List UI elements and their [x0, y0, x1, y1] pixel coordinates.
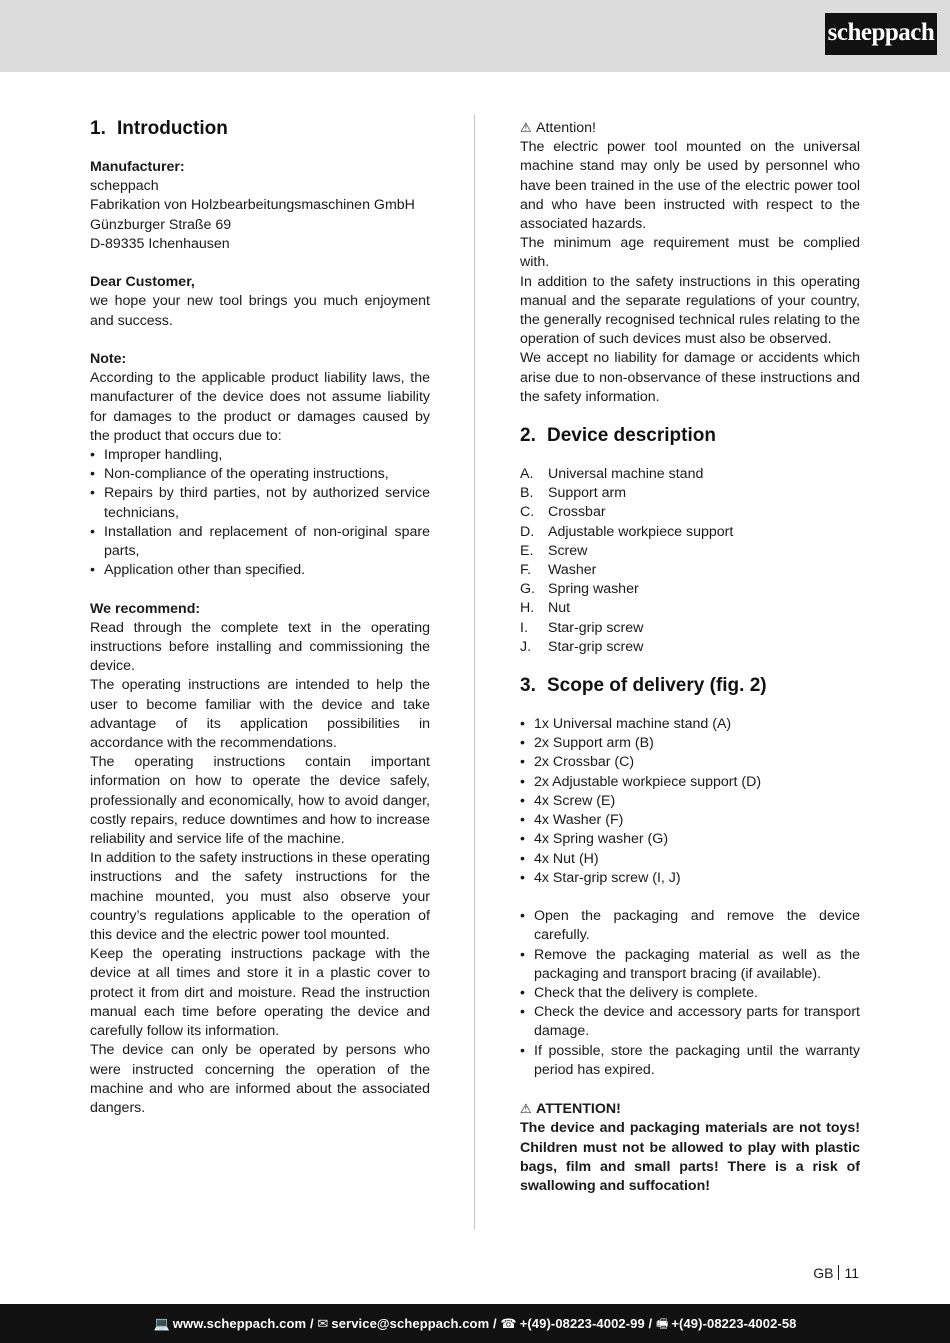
- envelope-icon: ✉: [317, 1316, 329, 1331]
- list-item: • Improper handling,: [90, 446, 430, 465]
- attention-paragraph: The minimum age requirement must be complied with.: [520, 235, 860, 271]
- recommend-paragraph: Keep the operating instructions package with the device at all times and store it in a plastic cover to protect it from dirt and moisture. Read the instruction manual each time before operating the device and carefully follow its information.: [90, 946, 430, 1040]
- footer-contact-bar: 💻 www.scheppach.com / ✉ service@scheppach.com / ☎ +(49)-08223-4002-99 / 🖷 +(49)-08223-4002-58: [0, 1304, 950, 1343]
- scheppach-logo: scheppach: [825, 13, 937, 55]
- page-number: GB 11: [813, 1265, 859, 1281]
- list-item: • Open the packaging and remove the device carefully.: [520, 907, 860, 945]
- list-item: A. Universal machine stand: [520, 466, 704, 483]
- list-item: G. Spring washer: [520, 581, 639, 598]
- attention-notice: [520, 118, 860, 138]
- note-label: Note:: [90, 351, 127, 367]
- footer-website: www.scheppach.com: [172, 1316, 307, 1331]
- list-item: • 4x Star-grip screw (I, J): [520, 869, 860, 888]
- manufacturer-line: scheppach: [90, 178, 159, 195]
- recommend-paragraph: Read through the complete text in the operating instructions before installing and commissioning the device.: [90, 619, 430, 675]
- recommend-paragraph: The operating instructions are intended to help the user to become familiar with the device and take advantage of its application possibilities in accordance with the recommendations.: [90, 677, 430, 752]
- manufacturer-line: Günzburger Straße 69: [90, 216, 232, 233]
- computer-icon: 💻: [153, 1316, 170, 1331]
- phone-icon: ☎: [500, 1316, 517, 1331]
- list-item: B. Support arm: [520, 485, 627, 502]
- attention-paragraph: In addition to the safety instructions in this operating manual and the separate regulations of your country, the generally recognised technical rules relating to the operation of such devices must also be observed.: [520, 273, 860, 348]
- footer-email: service@scheppach.com: [331, 1316, 490, 1331]
- fax-icon: 🖷: [655, 1316, 669, 1331]
- list-item: • Check the device and accessory parts for transport damage.: [520, 1003, 860, 1041]
- list-item: E. Screw: [520, 542, 588, 559]
- list-item: J. Star-grip screw: [520, 638, 644, 655]
- list-item: • 4x Spring washer (G): [520, 830, 860, 849]
- manufacturer-line: D-89335 Ichenhausen: [90, 235, 230, 252]
- list-item: • 4x Screw (E): [520, 792, 860, 811]
- list-item: • Installation and replacement of non-original spare parts,: [90, 523, 430, 561]
- list-item: • 2x Adjustable workpiece support (D): [520, 773, 860, 792]
- attention-warning-text: The device and packaging materials are not toys! Children must not be allowed to play with plastic bags, film and small parts! There is a risk of swallowing and suffocation!: [520, 1120, 860, 1194]
- recommend-paragraph: In addition to the safety instructions in these operating instructions and the safety instructions for the machine mounted, you must also observe your country’s regulations applicable to the operation of this device and the electric power tool mounted.: [90, 850, 430, 944]
- recommend-paragraph: The operating instructions contain important information on how to operate the device safely, professionally and economically, how to avoid danger, costly repairs, reduce downtimes and how to increase reliability and service life of the machine.: [90, 754, 430, 848]
- attention-warning-heading: ⚠ ATTENTION!: [520, 1101, 621, 1118]
- unpacking-steps-list: [520, 907, 860, 1080]
- list-item: H. Nut: [520, 600, 571, 617]
- left-column: [90, 118, 430, 1118]
- list-item: C. Crossbar: [520, 504, 606, 521]
- manufacturer-line: Fabrikation von Holzbearbeitungsmaschinen GmbH: [90, 197, 415, 214]
- note-text: According to the applicable product liability laws, the manufacturer of the device does not assume liability for damages to the product or damages caused by the product that occurs due to:: [90, 370, 430, 444]
- header-band: [0, 0, 950, 72]
- recommend-paragraph: The device can only be operated by persons who were instructed concerning the operation of the machine and who are informed about the associated dangers.: [90, 1042, 430, 1116]
- delivery-list: [520, 715, 860, 888]
- list-item: • 2x Crossbar (C): [520, 753, 860, 772]
- list-item: F. Washer: [520, 562, 597, 579]
- section-2-heading: 2. Device description: [520, 425, 716, 447]
- list-item: • If possible, store the packaging until the warranty period has expired.: [520, 1042, 860, 1080]
- recommend-label: We recommend:: [90, 600, 201, 617]
- list-item: • Remove the packaging material as well as the packaging and transport bracing (if available).: [520, 946, 860, 984]
- dear-customer-label: Dear Customer,: [90, 274, 195, 291]
- list-item: • Application other than specified.: [90, 561, 430, 580]
- list-item: • Repairs by third parties, not by authorized service technicians,: [90, 484, 430, 522]
- right-column: [520, 118, 860, 1196]
- footer-phone: +(49)-08223-4002-99: [519, 1316, 645, 1331]
- list-item: I. Star-grip screw: [520, 619, 644, 636]
- attention-label: Attention!: [536, 120, 596, 136]
- section-1-heading: 1. Introduction: [90, 118, 228, 139]
- list-item: D. Adjustable workpiece support: [520, 523, 734, 540]
- warning-triangle-icon: ⚠: [520, 120, 532, 135]
- manufacturer-label: Manufacturer:: [90, 159, 185, 175]
- list-item: • 1x Universal machine stand (A): [520, 715, 860, 734]
- warning-triangle-icon: ⚠: [520, 1101, 532, 1117]
- note-list: [90, 446, 430, 580]
- list-item: • 4x Washer (F): [520, 811, 860, 830]
- attention-paragraph: The electric power tool mounted on the universal machine stand may only be used by personnel who have been trained in the use of the electric power tool and who have been instructed with respect to the associated hazards.: [520, 139, 860, 233]
- section-3-heading: 3. Scope of delivery (fig. 2): [520, 675, 767, 697]
- column-divider: [474, 114, 475, 1230]
- dear-customer-text: we hope your new tool brings you much enjoyment and success.: [90, 293, 430, 329]
- footer-fax: +(49)-08223-4002-58: [671, 1316, 797, 1331]
- list-item: • 2x Support arm (B): [520, 734, 860, 753]
- device-parts-list: [520, 465, 860, 657]
- list-item: • Check that the delivery is complete.: [520, 984, 860, 1003]
- list-item: • 4x Nut (H): [520, 850, 860, 869]
- attention-paragraph: We accept no liability for damage or accidents which arise due to non-observance of these instructions and the safety information.: [520, 350, 860, 405]
- list-item: • Non-compliance of the operating instructions,: [90, 465, 430, 484]
